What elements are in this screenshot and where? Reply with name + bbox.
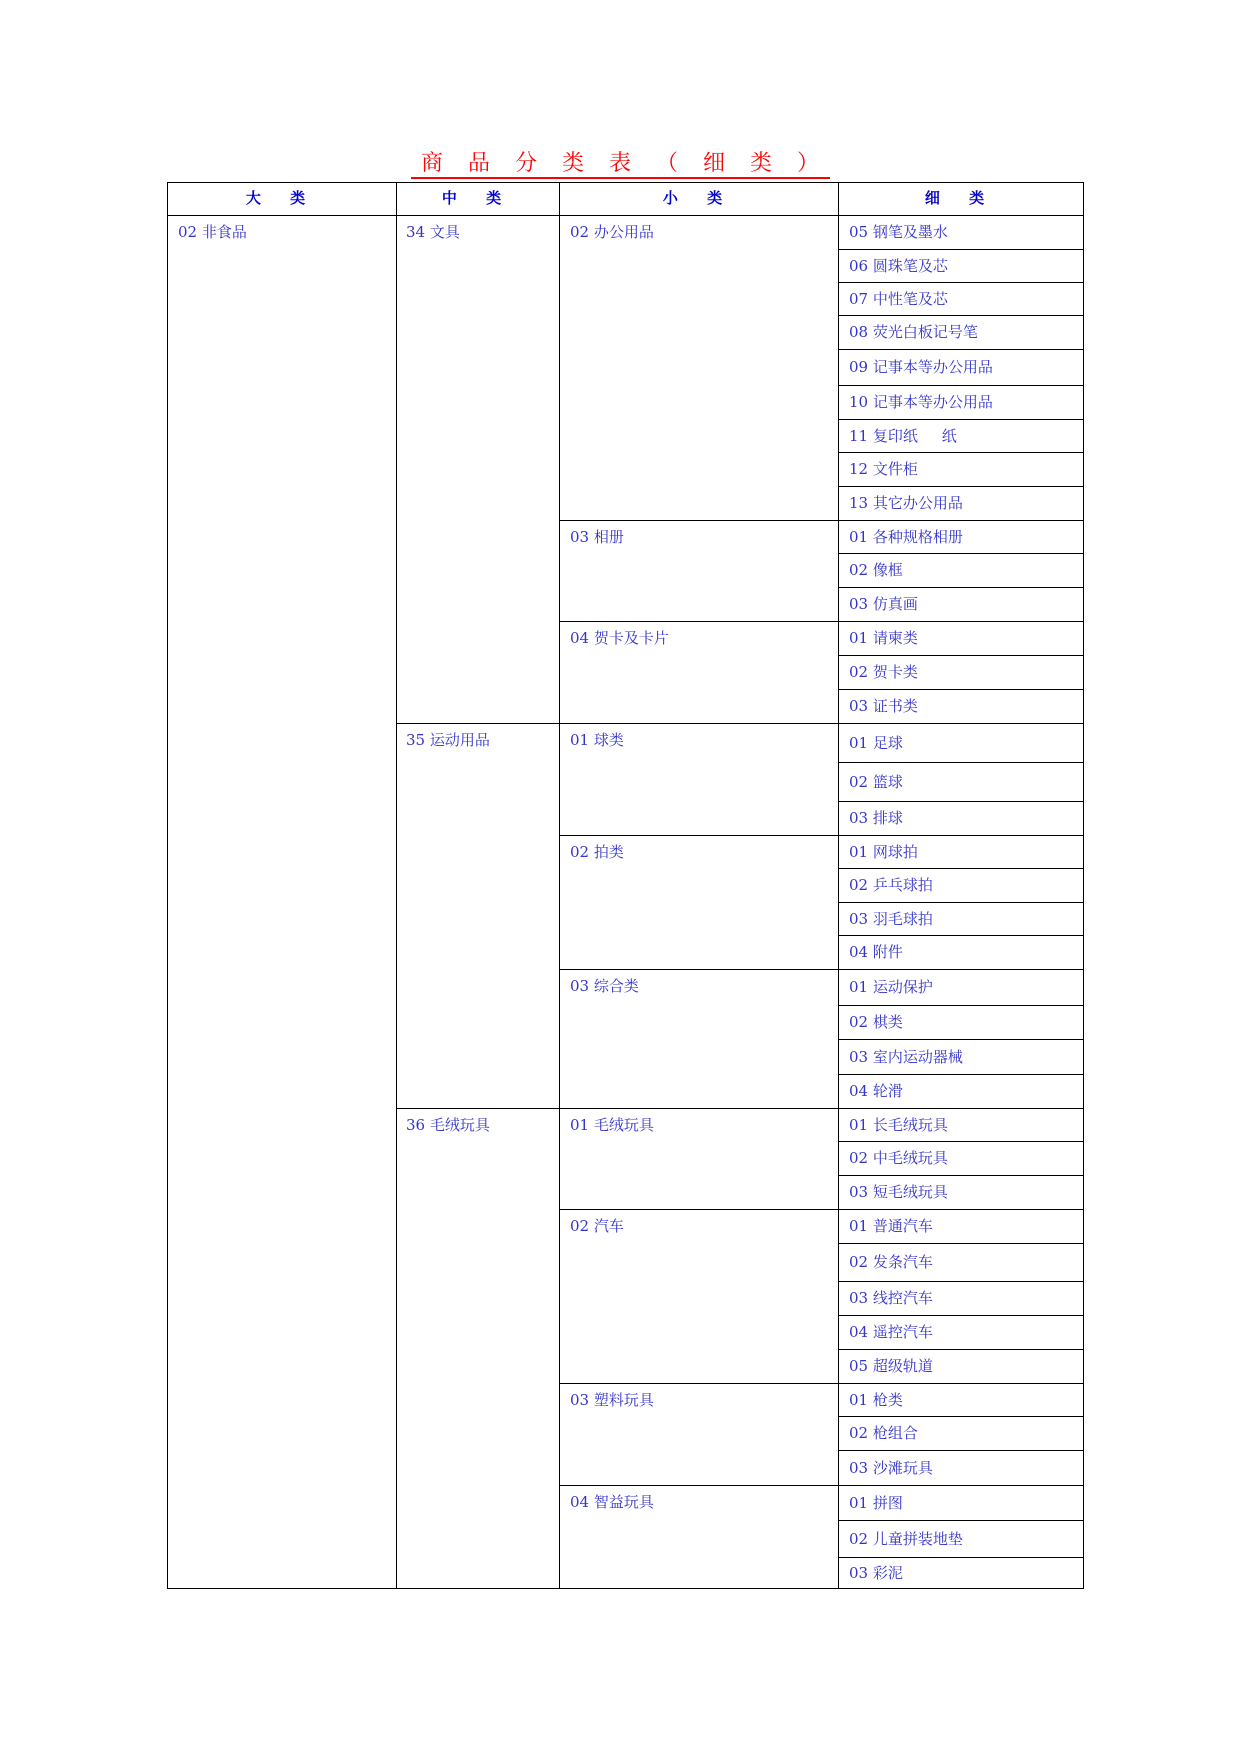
fine-row-divider: [838, 520, 1084, 521]
fine-category: 03 证书类: [849, 697, 918, 715]
fine-category: 01 枪类: [849, 1391, 903, 1409]
fine-category: 04 轮滑: [849, 1082, 903, 1100]
fine-row-divider: [838, 282, 1084, 283]
column-divider-4: [1083, 182, 1084, 1589]
header-minor: 小 类: [662, 189, 735, 207]
minor-category: 01 球类: [570, 731, 624, 749]
fine-category: 03 排球: [849, 809, 903, 827]
fine-row-divider: [838, 315, 1084, 316]
fine-row-divider: [838, 349, 1084, 350]
fine-row-divider: [838, 723, 1084, 724]
fine-row-divider: [838, 1450, 1084, 1451]
fine-category: 03 仿真画: [849, 595, 918, 613]
fine-row-divider: [838, 1074, 1084, 1075]
header-middle: 中 类: [441, 189, 514, 207]
fine-row-divider: [838, 835, 1084, 836]
header-divider: [167, 215, 1084, 216]
fine-row-divider: [838, 1315, 1084, 1316]
fine-category: 01 普通汽车: [849, 1217, 933, 1235]
fine-category: 02 枪组合: [849, 1424, 918, 1442]
fine-category: 01 请柬类: [849, 629, 918, 647]
fine-category: 11 复印纸 纸: [849, 427, 957, 445]
fine-row-divider: [838, 419, 1084, 420]
minor-row-divider: [559, 835, 838, 836]
fine-category: 01 网球拍: [849, 843, 918, 861]
fine-row-divider: [838, 1039, 1084, 1040]
fine-row-divider: [838, 1485, 1084, 1486]
middle-category: 36 毛绒玩具: [406, 1116, 490, 1134]
fine-category: 03 羽毛球拍: [849, 910, 933, 928]
minor-row-divider: [559, 969, 838, 970]
header-major: 大 类: [245, 189, 318, 207]
fine-category: 03 线控汽车: [849, 1289, 933, 1307]
fine-category: 13 其它办公用品: [849, 494, 963, 512]
fine-row-divider: [838, 1520, 1084, 1521]
fine-row-divider: [838, 587, 1084, 588]
fine-category: 04 附件: [849, 943, 903, 961]
minor-row-divider: [559, 723, 838, 724]
minor-category: 03 相册: [570, 528, 624, 546]
minor-row-divider: [559, 621, 838, 622]
fine-row-divider: [838, 249, 1084, 250]
fine-category: 05 超级轨道: [849, 1357, 933, 1375]
fine-category: 03 沙滩玩具: [849, 1459, 933, 1477]
fine-category: 06 圆珠笔及芯: [849, 257, 948, 275]
column-divider-0: [167, 182, 168, 1589]
header-fine: 细 类: [924, 189, 997, 207]
fine-category: 03 彩泥: [849, 1564, 903, 1582]
major-category: 02 非食品: [178, 223, 247, 241]
fine-row-divider: [838, 1175, 1084, 1176]
fine-row-divider: [838, 1281, 1084, 1282]
column-divider-1: [396, 182, 397, 1589]
middle-row-divider: [396, 1108, 559, 1109]
fine-row-divider: [838, 655, 1084, 656]
fine-row-divider: [838, 621, 1084, 622]
minor-category: 04 贺卡及卡片: [570, 629, 669, 647]
fine-row-divider: [838, 486, 1084, 487]
fine-row-divider: [838, 1108, 1084, 1109]
fine-row-divider: [838, 801, 1084, 802]
fine-row-divider: [838, 385, 1084, 386]
fine-category: 03 室内运动器械: [849, 1048, 963, 1066]
column-divider-2: [559, 182, 560, 1589]
fine-category: 01 运动保护: [849, 978, 933, 996]
fine-category: 02 贺卡类: [849, 663, 918, 681]
minor-category: 03 综合类: [570, 977, 639, 995]
fine-category: 02 中毛绒玩具: [849, 1149, 948, 1167]
fine-row-divider: [838, 1383, 1084, 1384]
fine-row-divider: [838, 689, 1084, 690]
minor-category: 02 汽车: [570, 1217, 624, 1235]
middle-category: 34 文具: [406, 223, 460, 241]
minor-row-divider: [559, 1108, 838, 1109]
fine-row-divider: [838, 1243, 1084, 1244]
minor-category: 01 毛绒玩具: [570, 1116, 654, 1134]
fine-row-divider: [838, 1557, 1084, 1558]
fine-row-divider: [838, 1349, 1084, 1350]
fine-row-divider: [838, 1005, 1084, 1006]
fine-category: 05 钢笔及墨水: [849, 223, 948, 241]
fine-category: 01 长毛绒玩具: [849, 1116, 948, 1134]
fine-category: 02 发条汽车: [849, 1253, 933, 1271]
middle-category: 35 运动用品: [406, 731, 490, 749]
minor-row-divider: [559, 520, 838, 521]
fine-row-divider: [838, 868, 1084, 869]
fine-row-divider: [838, 762, 1084, 763]
fine-category: 01 拼图: [849, 1494, 903, 1512]
fine-category: 02 像框: [849, 561, 903, 579]
fine-category: 09 记事本等办公用品: [849, 358, 993, 376]
page-title-text: 商 品 分 类 表 （ 细 类 ）: [411, 151, 830, 179]
fine-category: 02 棋类: [849, 1013, 903, 1031]
column-divider-3: [838, 182, 839, 1589]
minor-row-divider: [559, 1209, 838, 1210]
fine-category: 08 荧光白板记号笔: [849, 323, 978, 341]
minor-row-divider: [559, 1485, 838, 1486]
minor-row-divider: [559, 1383, 838, 1384]
fine-row-divider: [838, 902, 1084, 903]
middle-row-divider: [396, 723, 559, 724]
fine-category: 01 足球: [849, 734, 903, 752]
table-bottom-border: [167, 1588, 1084, 1589]
fine-category: 04 遥控汽车: [849, 1323, 933, 1341]
fine-category: 02 儿童拼装地垫: [849, 1530, 963, 1548]
fine-row-divider: [838, 935, 1084, 936]
fine-row-divider: [838, 969, 1084, 970]
fine-row-divider: [838, 1141, 1084, 1142]
minor-category: 02 办公用品: [570, 223, 654, 241]
fine-row-divider: [838, 452, 1084, 453]
fine-row-divider: [838, 1209, 1084, 1210]
fine-category: 03 短毛绒玩具: [849, 1183, 948, 1201]
minor-category: 04 智益玩具: [570, 1493, 654, 1511]
fine-category: 01 各种规格相册: [849, 528, 963, 546]
fine-category: 10 记事本等办公用品: [849, 393, 993, 411]
fine-row-divider: [838, 1416, 1084, 1417]
fine-row-divider: [838, 553, 1084, 554]
fine-category: 02 篮球: [849, 773, 903, 791]
minor-category: 02 拍类: [570, 843, 624, 861]
minor-category: 03 塑料玩具: [570, 1391, 654, 1409]
fine-category: 07 中性笔及芯: [849, 290, 948, 308]
fine-category: 12 文件柜: [849, 460, 918, 478]
fine-category: 02 乒乓球拍: [849, 876, 933, 894]
